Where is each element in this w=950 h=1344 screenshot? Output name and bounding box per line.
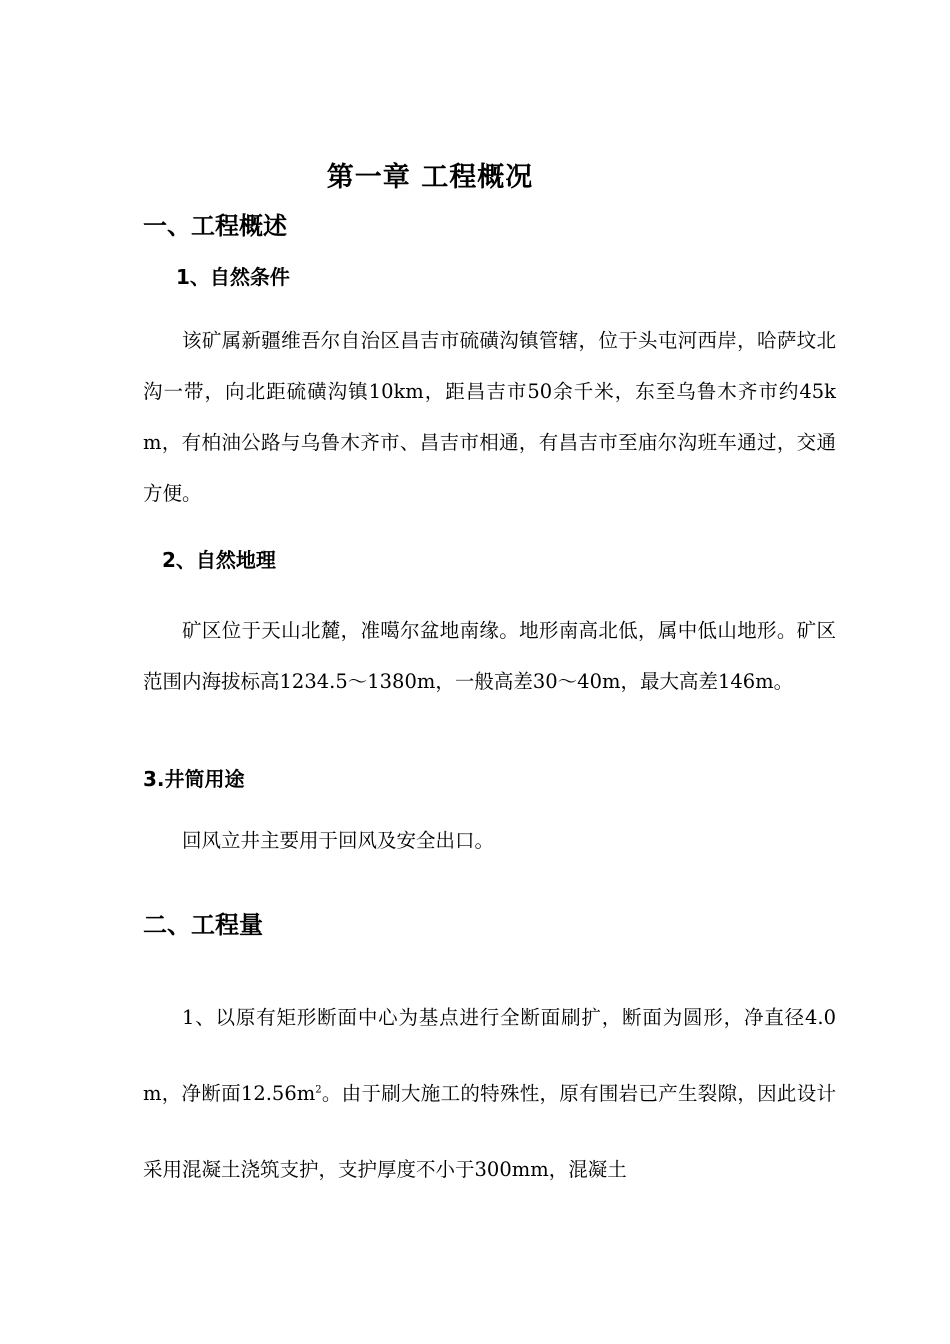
section-heading-overview: 一、工程概述 xyxy=(143,212,287,240)
subsection-heading-shaft-purpose: 3.井筒用途 xyxy=(143,767,245,791)
chapter-title: 第一章 工程概况 xyxy=(326,162,534,193)
section-heading-quantities: 二、工程量 xyxy=(143,911,263,939)
paragraph-quantities-text-1: 1、以原有矩形断面中心为基点进行全断面刷扩，断面为圆形，净直径4.0m，净断面12.56m xyxy=(143,1006,836,1105)
paragraph-natural-conditions: 该矿属新疆维吾尔自治区昌吉市硫磺沟镇管辖，位于头屯河西岸，哈萨坟北沟一带，向北距硫磺沟镇10km，距昌吉市50余千米，东至乌鲁木齐市约45km，有柏油公路与乌鲁木齐市、昌吉市相通，有昌吉市至庙尔沟班车通过，交通方便。 xyxy=(143,329,836,505)
paragraph-quantities-text-2: 。由于刷大施工的特殊性，原有围岩已产生裂隙，因此设计采用混凝土浇筑支护，支护厚度不小于300mm，混凝土 xyxy=(143,1082,836,1181)
subsection-heading-natural-geography: 2、自然地理 xyxy=(162,548,276,572)
superscript-squared: 2 xyxy=(315,1084,322,1096)
paragraph-quantities xyxy=(143,980,836,1208)
subsection-heading-natural-conditions: 1、自然条件 xyxy=(176,265,290,289)
paragraph-shaft-purpose: 回风立井主要用于回风及安全出口。 xyxy=(182,829,495,852)
paragraph-natural-geography: 矿区位于天山北麓，准噶尔盆地南缘。地形南高北低，属中低山地形。矿区范围内海拔标高1234.5～1380m，一般高差30～40m，最大高差146m。 xyxy=(143,619,836,693)
